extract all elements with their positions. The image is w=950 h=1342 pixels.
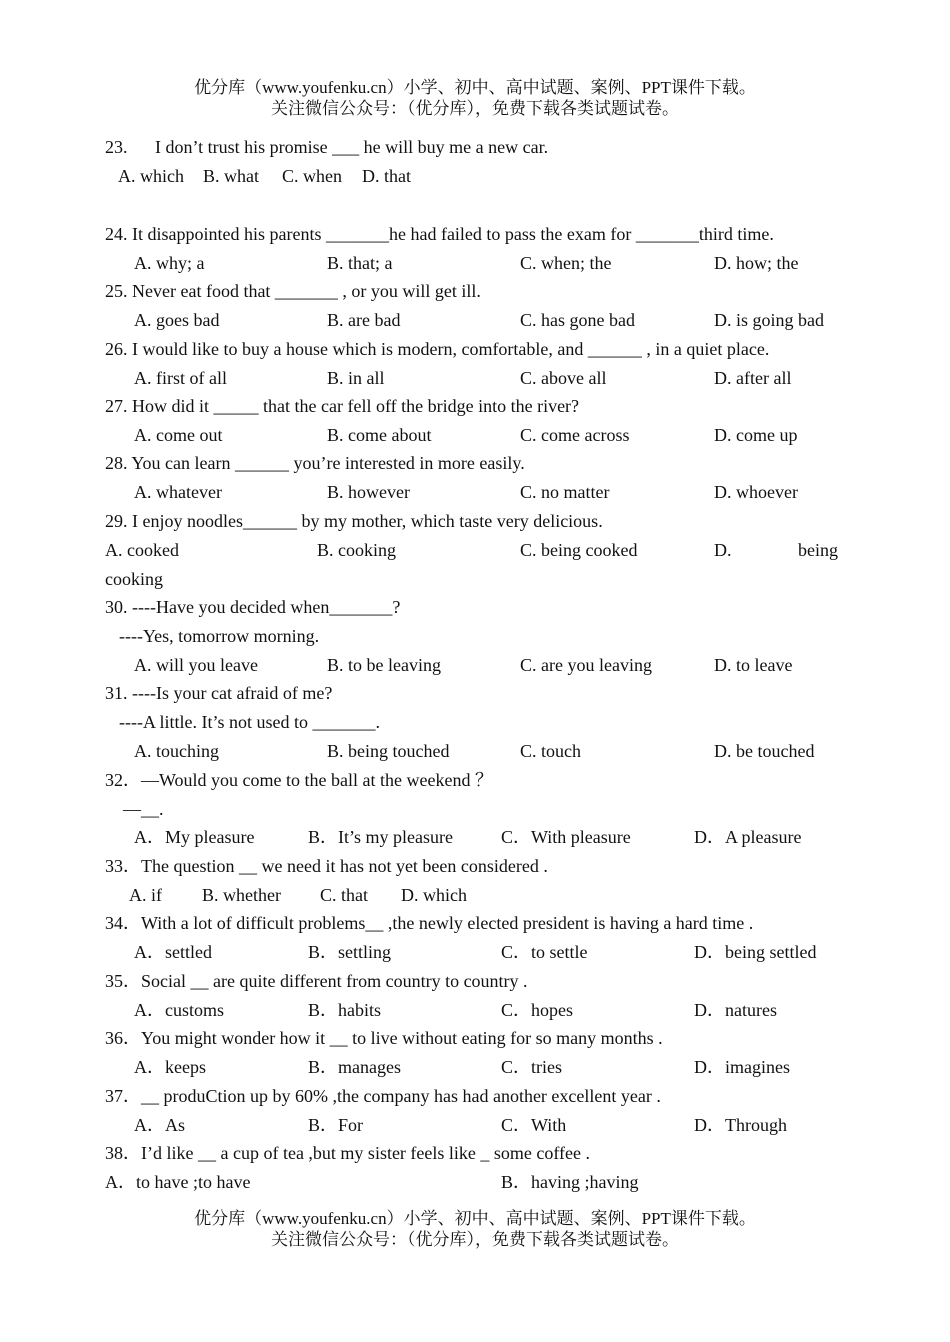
question-38-options <box>105 1168 845 1197</box>
option-a: A．As <box>134 1115 186 1135</box>
option-d: D. after all <box>714 368 792 388</box>
option-b: B．having ;having <box>501 1172 639 1192</box>
option-b: B．manages <box>308 1057 401 1077</box>
option-b: B. in all <box>327 368 385 388</box>
option-c: C. no matter <box>520 482 610 502</box>
option-a: A. goes bad <box>134 310 220 330</box>
option-d: D．being settled <box>694 942 817 962</box>
question-text: 34．With a lot of difficult problems__ ,the newly elected president is having a hard time . <box>105 913 754 933</box>
question-32-stem <box>105 766 845 795</box>
dialogue-reply: ----A little. It’s not used to _______. <box>119 712 380 732</box>
question-36-options <box>105 1053 845 1082</box>
option-d: D. is going bad <box>714 310 824 330</box>
option-d: D．Through <box>694 1115 787 1135</box>
option-b: B. to be leaving <box>327 655 441 675</box>
question-28-options <box>105 478 845 507</box>
question-23-options <box>105 162 845 191</box>
option-d: D．imagines <box>694 1057 790 1077</box>
question-26-options <box>105 364 845 393</box>
footer-line-2: 关注微信公众号：（优分库），免费下载各类试题试卷。 <box>271 1230 679 1249</box>
option-c: C．With <box>501 1115 567 1135</box>
option-b: B．settling <box>308 942 392 962</box>
option-a: A. touching <box>134 741 219 761</box>
option-a: A．My pleasure <box>134 827 255 847</box>
question-number: 23. <box>105 137 128 157</box>
question-31-stem <box>105 679 845 708</box>
question-29-options <box>105 536 845 565</box>
question-text: 29. I enjoy noodles______ by my mother, which taste very delicious. <box>105 511 603 531</box>
question-34-options <box>105 938 845 967</box>
option-c: C. has gone bad <box>520 310 635 330</box>
question-30-options <box>105 651 845 680</box>
question-33-stem <box>105 852 845 881</box>
option-b: B. being touched <box>327 741 450 761</box>
question-text: 30. ----Have you decided when_______? <box>105 597 401 617</box>
option-c: C. are you leaving <box>520 655 652 675</box>
option-d: D. which <box>401 885 467 905</box>
question-23-stem <box>105 133 845 162</box>
header-line-2: 关注微信公众号：（优分库），免费下载各类试题试卷。 <box>271 99 679 118</box>
option-b: B．It’s my pleasure <box>308 827 453 847</box>
option-a: A. whatever <box>134 482 222 502</box>
question-24-options <box>105 249 845 278</box>
option-d: D．natures <box>694 1000 777 1020</box>
option-d: D．A pleasure <box>694 827 802 847</box>
option-c: C. come across <box>520 425 630 445</box>
dialogue-reply: ----Yes, tomorrow morning. <box>119 626 320 646</box>
option-a: A. why; a <box>134 253 205 273</box>
option-b: B．For <box>308 1115 364 1135</box>
question-text: 35．Social __ are quite different from country to country . <box>105 971 528 991</box>
question-24-stem <box>105 220 845 249</box>
question-text: 24. It disappointed his parents _______he had failed to pass the exam for _______third time. <box>105 224 774 244</box>
option-d: D. whoever <box>714 482 798 502</box>
option-c: C. touch <box>520 741 581 761</box>
option-a: A. if <box>129 885 162 905</box>
option-d: D. come up <box>714 425 798 445</box>
question-29-stem <box>105 507 845 536</box>
question-text: 37．__ produCtion up by 60% ,the company has had another excellent year . <box>105 1086 661 1106</box>
question-text: 28. You can learn ______ you’re interested in more easily. <box>105 453 525 473</box>
option-b: B. that; a <box>327 253 393 273</box>
question-text: 27. How did it _____ that the car fell off the bridge into the river? <box>105 396 580 416</box>
footer-line-1: 优分库（www.youfenku.cn）小学、初中、高中试题、案例、PPT课件下载。 <box>194 1209 756 1228</box>
question-31-reply <box>105 708 845 737</box>
question-37-options <box>105 1111 845 1140</box>
option-d: D. <box>714 540 732 560</box>
option-b: B. whether <box>202 885 281 905</box>
option-a: A. cooked <box>105 540 179 560</box>
question-25-stem <box>105 277 845 306</box>
option-d: D. that <box>362 166 411 186</box>
question-text: I don’t trust his promise ___ he will buy me a new car. <box>155 137 549 157</box>
question-text: 33．The question __ we need it has not yet been considered . <box>105 856 548 876</box>
option-c: C. when <box>282 166 342 186</box>
option-c: C．to settle <box>501 942 588 962</box>
question-32-options <box>105 823 845 852</box>
question-28-stem <box>105 449 845 478</box>
page-header <box>0 77 950 119</box>
option-a: A. first of all <box>134 368 227 388</box>
question-text: 38．I’d like __ a cup of tea ,but my sister feels like _ some coffee . <box>105 1143 591 1163</box>
dialogue-reply: —__. <box>123 799 164 819</box>
option-c: C. when; the <box>520 253 612 273</box>
option-d-continued: cooking <box>105 569 163 589</box>
option-b: B. however <box>327 482 410 502</box>
option-b: B. are bad <box>327 310 401 330</box>
question-30-reply <box>105 622 845 651</box>
option-d: D. how; the <box>714 253 799 273</box>
option-b: B. what <box>203 166 259 186</box>
question-32-reply <box>105 795 845 824</box>
option-b: B．habits <box>308 1000 382 1020</box>
option-a: A．keeps <box>134 1057 206 1077</box>
question-text: 25. Never eat food that _______ , or you will get ill. <box>105 281 481 301</box>
option-a: A．settled <box>134 942 212 962</box>
question-29-option-wrap <box>105 565 845 594</box>
header-line-1: 优分库（www.youfenku.cn）小学、初中、高中试题、案例、PPT课件下载。 <box>194 78 756 97</box>
option-a: A. come out <box>134 425 223 445</box>
option-d-text: being <box>798 540 838 560</box>
question-38-stem <box>105 1139 845 1168</box>
question-35-stem <box>105 967 845 996</box>
option-d: D. to leave <box>714 655 793 675</box>
question-text: 36．You might wonder how it __ to live without eating for so many months . <box>105 1028 663 1048</box>
option-c: C．hopes <box>501 1000 573 1020</box>
option-c: C. above all <box>520 368 607 388</box>
question-text: 31. ----Is your cat afraid of me? <box>105 683 333 703</box>
option-c: C. being cooked <box>520 540 638 560</box>
question-36-stem <box>105 1024 845 1053</box>
question-30-stem <box>105 593 845 622</box>
option-c: C．tries <box>501 1057 562 1077</box>
option-c: C. that <box>320 885 368 905</box>
question-text: 32．—Would you come to the ball at the weekend ？ <box>105 770 493 790</box>
question-31-options <box>105 737 845 766</box>
option-a: A. which <box>118 166 184 186</box>
question-25-options <box>105 306 845 335</box>
question-35-options <box>105 996 845 1025</box>
option-a: A．customs <box>134 1000 224 1020</box>
question-text: 26. I would like to buy a house which is modern, comfortable, and ______ , in a quiet place. <box>105 339 770 359</box>
question-27-options <box>105 421 845 450</box>
question-27-stem <box>105 392 845 421</box>
option-b: B. come about <box>327 425 432 445</box>
option-c: C．With pleasure <box>501 827 631 847</box>
question-34-stem <box>105 909 845 938</box>
option-a: A．to have ;to have <box>105 1172 251 1192</box>
option-b: B. cooking <box>317 540 396 560</box>
question-37-stem <box>105 1082 845 1111</box>
page-footer <box>0 1208 950 1250</box>
option-a: A. will you leave <box>134 655 258 675</box>
option-d: D. be touched <box>714 741 815 761</box>
question-26-stem <box>105 335 845 364</box>
question-33-options <box>105 881 845 910</box>
